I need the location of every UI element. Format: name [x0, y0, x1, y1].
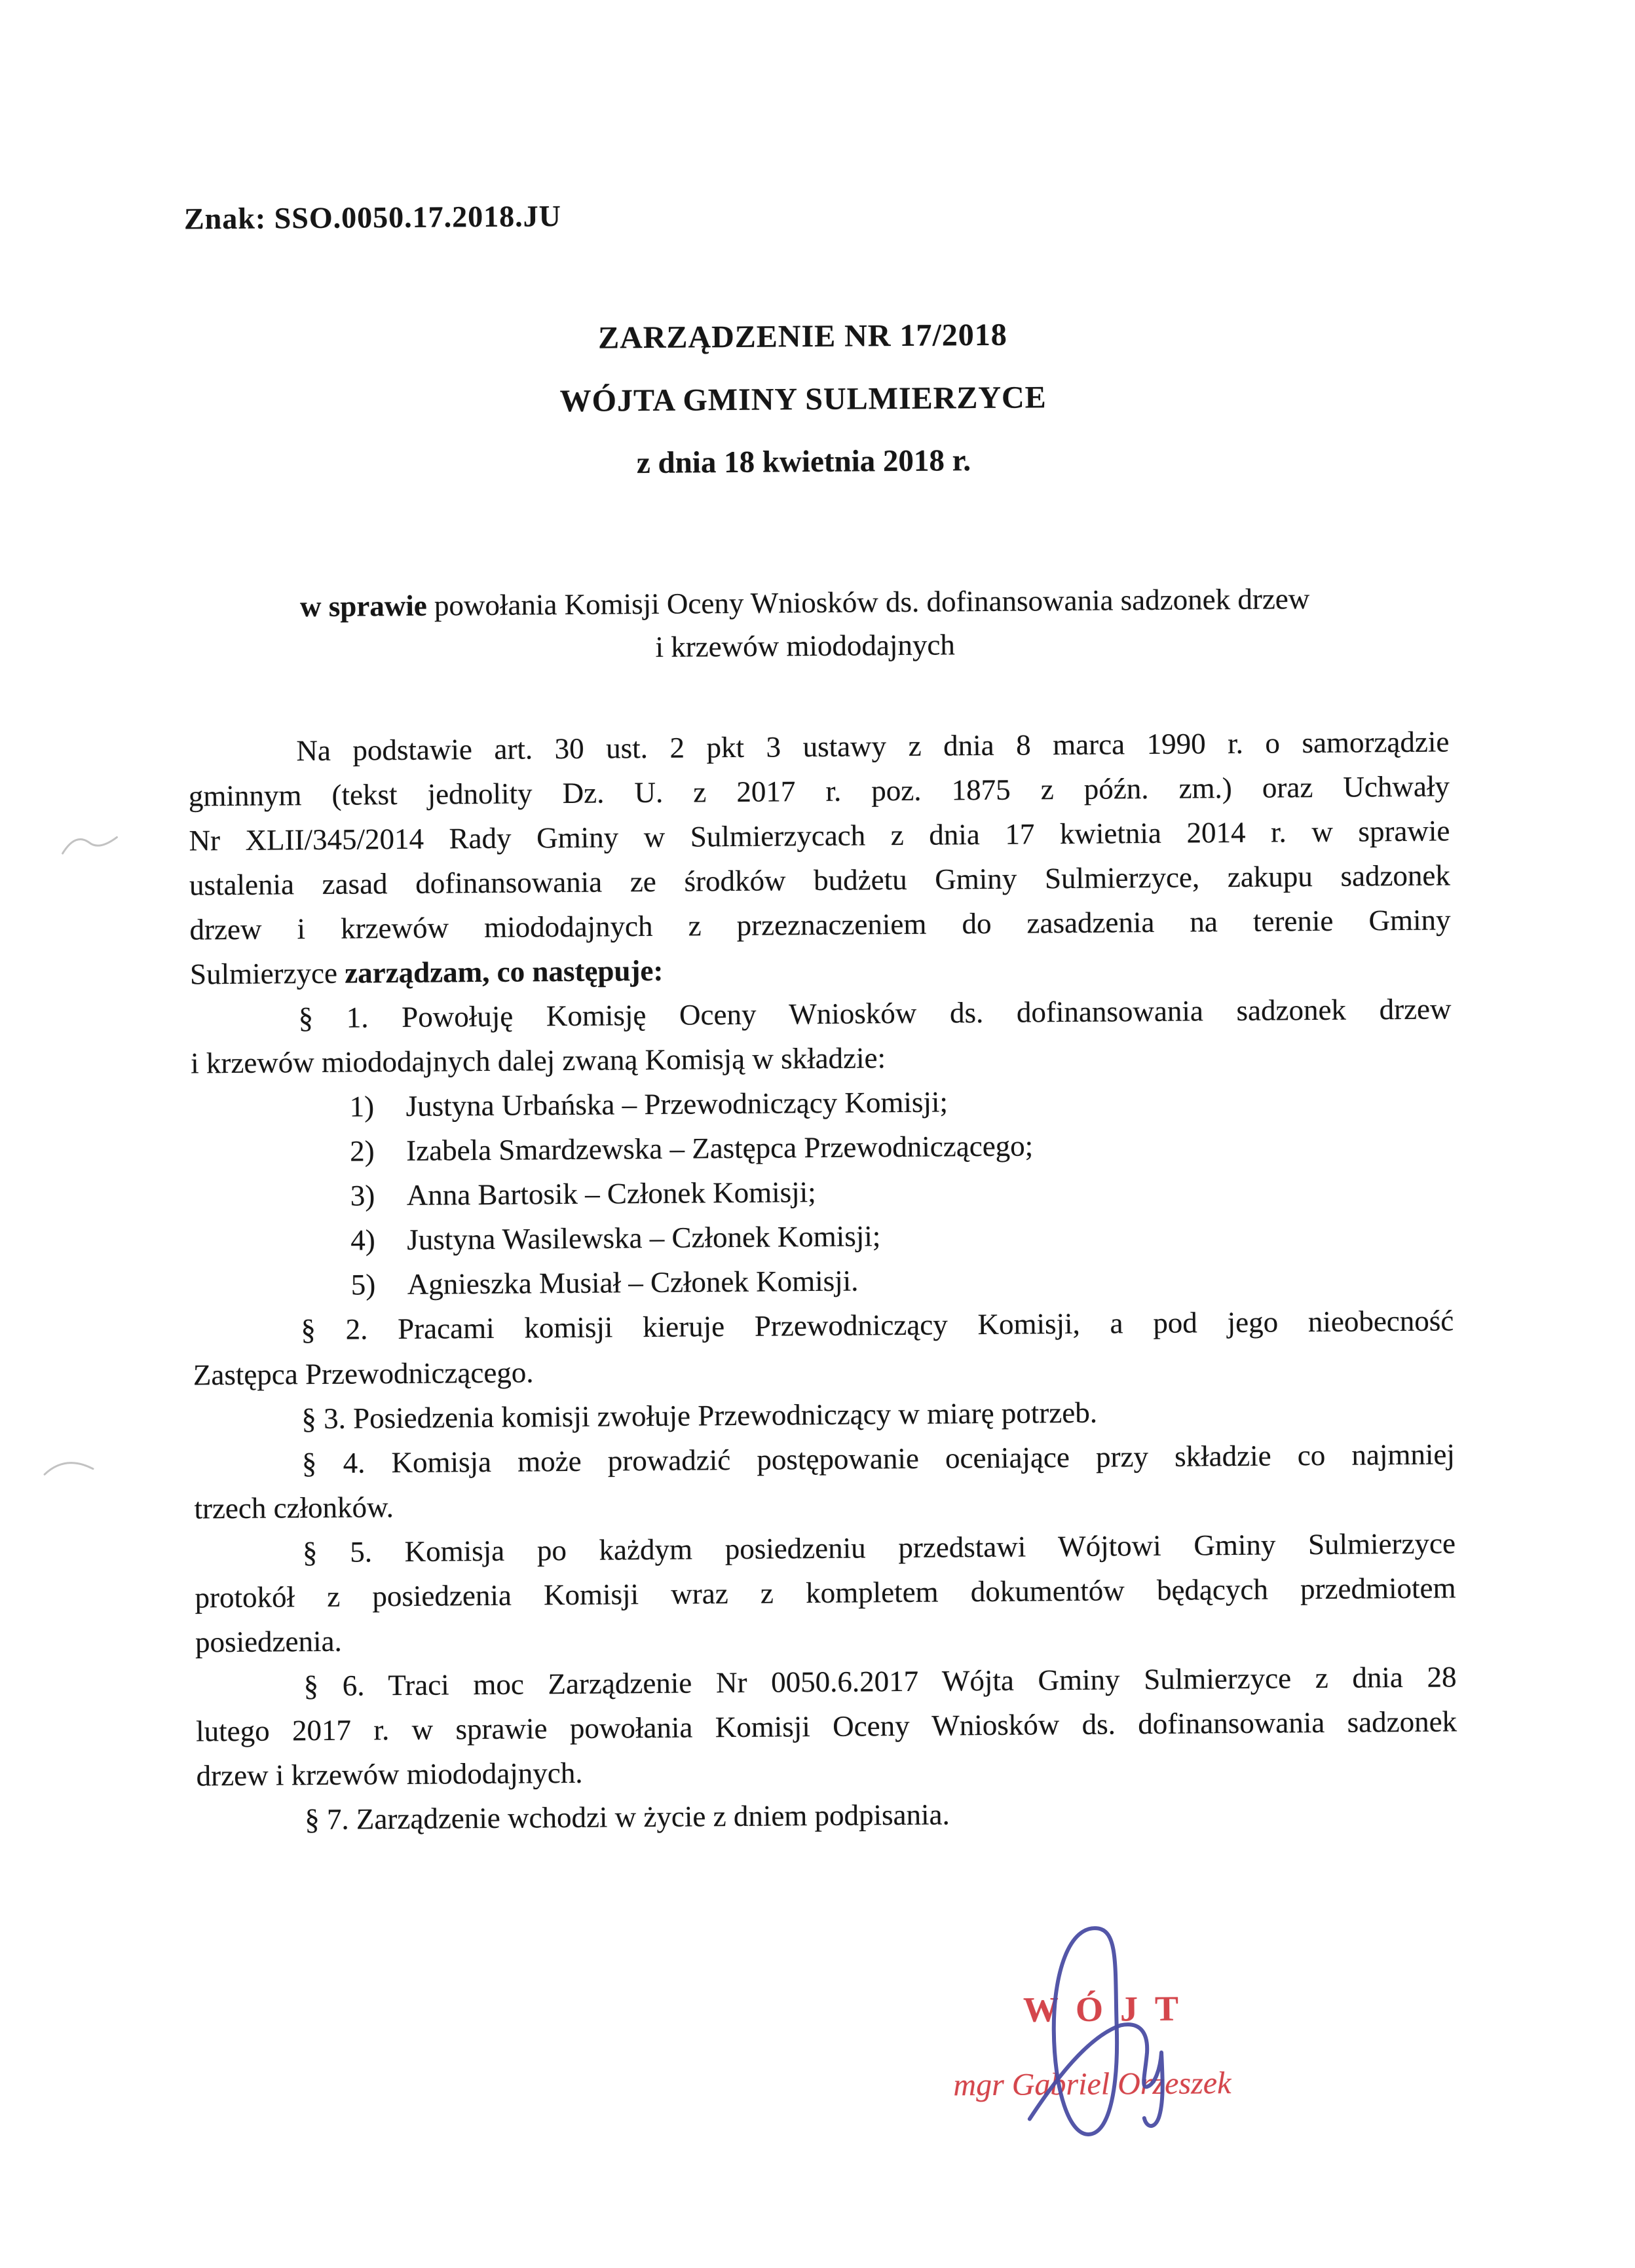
- body-line: lutego 2017 r. w sprawie powołania Komisji Oceny Wniosków ds. dofinansowania sadzonek: [195, 1705, 1457, 1748]
- body-line: § 2. Pracami komisji kieruje Przewodniczący Komisji, a pod jego nieobecność: [301, 1304, 1454, 1347]
- list-text: Izabela Smardzewska – Zastępca Przewodniczącego;: [405, 1129, 1034, 1167]
- body-text: [188, 719, 1457, 1842]
- list-text: Justyna Wasilewska – Członek Komisji;: [407, 1219, 881, 1256]
- body-line: § 1. Powołuję Komisję Oceny Wniosków ds. dofinansowania sadzonek drzew: [298, 992, 1452, 1035]
- list-number: 3): [350, 1179, 375, 1212]
- body-line: Nr XLII/345/2014 Rady Gminy w Sulmierzycach z dnia 17 kwietnia 2014 r. w sprawie: [189, 814, 1450, 857]
- body-line: i krzewów miododajnych dalej zwaną Komisją w składzie:: [190, 1041, 886, 1080]
- date-line: z dnia 18 kwietnia 2018 r.: [636, 443, 971, 481]
- body-line: drzew i krzewów miododajnych.: [196, 1756, 583, 1793]
- body-line: trzech członków.: [194, 1491, 394, 1525]
- list-text: Anna Bartosik – Członek Komisji;: [406, 1176, 816, 1212]
- subject-line-1: [0, 579, 1614, 625]
- reference-number: Znak: SSO.0050.17.2018.JU: [183, 199, 562, 236]
- body-line: protokół z posiedzenia Komisji wraz z kompletem dokumentów będących przedmiotem: [195, 1571, 1456, 1614]
- list-text: Justyna Urbańska – Przewodniczący Komisji;: [405, 1085, 949, 1123]
- subject-text: powołania Komisji Oceny Wniosków ds. dofinansowania sadzonek drzew: [426, 582, 1310, 622]
- body-line: ustalenia zasad dofinansowania ze środków budżetu Gminy Sulmierzyce, zakupu sadzonek: [189, 859, 1451, 902]
- body-line: § 3. Posiedzenia komisji zwołuje Przewodniczący w miarę potrzeb.: [301, 1396, 1098, 1436]
- signature-name: mgr Gabriel Orzeszek: [953, 2066, 1231, 2103]
- body-line: drzew i krzewów miododajnych z przeznaczeniem do zasadzenia na terenie Gminy: [189, 903, 1451, 946]
- body-line: § 7. Zarządzenie wchodzi w życie z dniem podpisania.: [305, 1798, 950, 1836]
- margin-mark: [60, 828, 120, 860]
- decree-title: ZARZĄDZENIE NR 17/2018: [597, 317, 1008, 356]
- body-line: Na podstawie art. 30 ust. 2 pkt 3 ustawy z dnia 8 marca 1990 r. o samorządzie: [296, 725, 1450, 768]
- body-line: § 5. Komisja po każdym posiedzeniu przedstawi Wójtowi Gminy Sulmierzyce: [302, 1527, 1456, 1569]
- handwritten-signature-icon: [1002, 1908, 1200, 2153]
- bold-phrase: zarządzam, co następuje:: [345, 954, 664, 990]
- body-line: posiedzenia.: [195, 1624, 342, 1659]
- body-line: § 4. Komisja może prowadzić postępowanie oceniające przy składzie co najmniej: [301, 1438, 1456, 1480]
- subject-line-2: i krzewów miododajnych: [655, 628, 956, 663]
- body-line: Zastępca Przewodniczącego.: [193, 1356, 534, 1392]
- signature-stamp-title: WÓJT: [1023, 1988, 1196, 2030]
- list-number: 5): [350, 1268, 376, 1301]
- list-number: 2): [349, 1134, 375, 1168]
- list-number: 1): [349, 1090, 375, 1123]
- plain-phrase: Sulmierzyce: [189, 956, 345, 991]
- list-number: 4): [350, 1223, 375, 1257]
- issuer-line: WÓJTA GMINY SULMIERZYCE: [559, 380, 1047, 419]
- margin-mark: [42, 1453, 97, 1483]
- body-line: gminnym (tekst jednolity Dz. U. z 2017 r. poz. 1875 z późn. zm.) oraz Uchwały: [188, 770, 1450, 813]
- subject-keyword: w sprawie: [299, 589, 427, 623]
- body-line: § 6. Traci moc Zarządzenie Nr 0050.6.2017 Wójta Gminy Sulmierzyce z dnia 28: [303, 1660, 1457, 1703]
- list-text: Agnieszka Musiał – Członek Komisji.: [407, 1264, 859, 1301]
